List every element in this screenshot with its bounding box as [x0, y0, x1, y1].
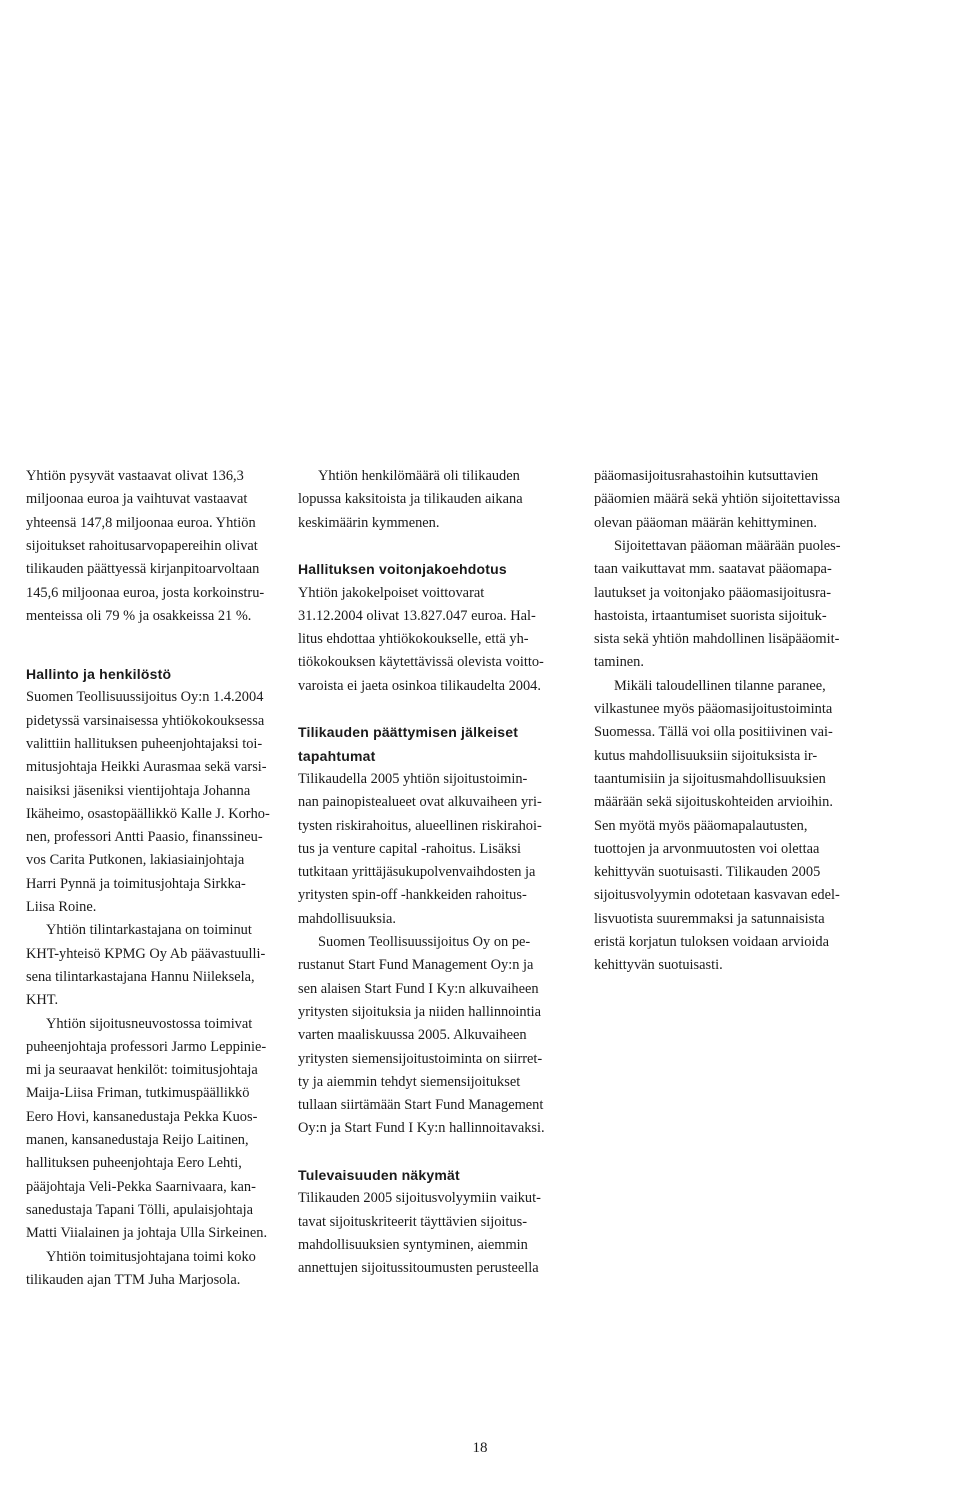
text-line: yhteensä 147,8 miljoonaa euroa. Yhtiön — [26, 514, 256, 531]
text-line: nan painopistealueet ovat alkuvaiheen yri- — [298, 794, 542, 811]
text-line: Tilikauden 2005 sijoitusvolyymiin vaikut- — [298, 1190, 541, 1207]
text-line: varten maaliskuussa 2005. Alkuvaiheen — [298, 1027, 527, 1044]
text-line: taminen. — [594, 654, 644, 671]
text-line: tavat sijoituskriteerit täyttävien sijoitus- — [298, 1213, 528, 1230]
text-line: sijoitukset rahoitusarvopapereihin olivat — [26, 537, 258, 554]
text-line: Maija-Liisa Friman, tutkimuspäällikkö — [26, 1085, 250, 1102]
text-line: Eero Hovi, kansanedustaja Pekka Kuos- — [26, 1108, 258, 1125]
text-line: Matti Viialainen ja johtaja Ulla Sirkeinen. — [26, 1225, 268, 1242]
text-line: pidetyssä varsinaisessa yhtiökokouksessa — [26, 712, 265, 729]
text-line: tiökokouksen käytettävissä olevista voitto- — [298, 654, 544, 671]
text-line: pääomasijoitusrahastoihin kutsuttavien — [594, 468, 819, 484]
text-line: mahdollisuuksien syntyminen, aiemmin — [298, 1236, 528, 1253]
text-line: valittiin hallituksen puheenjohtajaksi toi- — [26, 735, 263, 752]
text-line: kehittyvän suotuisasti. — [594, 957, 723, 974]
text-line: Sen myötä myös pääomapalautusten, — [594, 817, 808, 834]
text-line: puheenjohtaja professori Jarmo Leppinie- — [26, 1038, 267, 1055]
text-line: KHT-yhteisö KPMG Oy Ab päävastuulli- — [26, 945, 266, 962]
text-line: pääomien määrä sekä yhtiön sijoitettavissa — [594, 491, 841, 508]
text-line: Yhtiön tilintarkastajana on toiminut — [46, 922, 252, 939]
text-line: eristä korjatun tuloksen voidaan arvioida — [594, 934, 829, 950]
text-line: Sijoitettavan pääoman määrään puoles- — [614, 537, 841, 554]
text-line: Harri Pynnä ja toimitusjohtaja Sirkka- — [26, 875, 246, 892]
text-line: lisvuotista suuremmaksi ja satunnaisista — [594, 910, 825, 927]
text-line: sijoitusvolyymin odotetaan kasvavan edel- — [594, 887, 840, 904]
text-line: hallituksen puheenjohtaja Eero Lehti, — [26, 1155, 242, 1172]
text-line: Suomen Teollisuussijoitus Oy on pe- — [318, 934, 531, 950]
text-line: lautukset ja voitonjako pääomasijoitusra- — [594, 584, 831, 601]
text-line: Suomessa. Tällä voi olla positiivinen vai- — [594, 724, 833, 741]
text-line: hastoista, irtaantumiset suorista sijoituk- — [594, 607, 827, 624]
text-line: annettujen sijoitussitoumusten perusteella — [298, 1260, 539, 1277]
text-line: Yhtiön toimitusjohtajana toimi koko — [46, 1248, 256, 1265]
text-line: sen alaisen Start Fund I Ky:n alkuvaiheen — [298, 980, 539, 997]
text-line: tilikauden ajan TTM Juha Marjosola. — [26, 1271, 241, 1288]
text-line: Yhtiön henkilömäärä oli tilikauden — [318, 468, 520, 484]
text-line: yritysten sijoituksia ja niiden hallinnointia — [298, 1003, 542, 1020]
text-line: vos Carita Putkonen, lakiasiainjohtaja — [26, 852, 245, 869]
text-line: litus ehdottaa yhtiökokoukselle, että yh- — [298, 631, 529, 648]
text-line: ty ja aiemmin tehdyt siemensijoitukset — [298, 1073, 521, 1090]
text-line: Liisa Roine. — [26, 899, 97, 916]
text-line: mi ja seuraavat henkilöt: toimitusjohtaja — [26, 1062, 258, 1079]
section-heading: Hallinto ja henkilöstö — [26, 666, 172, 683]
text-line: Mikäli taloudellinen tilanne paranee, — [614, 677, 826, 694]
page-number: 18 — [472, 1440, 488, 1456]
text-line: Tilikaudella 2005 yhtiön sijoitustoimin- — [298, 770, 528, 787]
text-line: manen, kansanedustaja Reijo Laitinen, — [26, 1132, 249, 1149]
text-line: Ikäheimo, osastopäällikkö Kalle J. Korho- — [26, 805, 270, 822]
text-line: määrään sekä sijoituskohteiden arvioihin. — [594, 794, 833, 811]
text-line: 145,6 miljoonaa euroa, josta korkoinstru- — [26, 584, 265, 601]
text-line: tysten riskirahoitus, alueellinen riskirahoi- — [298, 817, 542, 834]
text-line: tuottojen ja arvonmuutosten voi olettaa — [594, 840, 820, 857]
text-line: sista sekä yhtiön mahdollinen lisäpääomit- — [594, 631, 840, 648]
section-heading: Tulevaisuuden näkymät — [298, 1167, 460, 1183]
text-line: Yhtiön pysyvät vastaavat olivat 136,3 — [26, 468, 244, 484]
text-line: 31.12.2004 olivat 13.827.047 euroa. Hal- — [298, 607, 536, 624]
text-line: KHT. — [26, 992, 59, 1009]
text-line: kutus mahdollisuuksiin sijoituksista ir- — [594, 747, 818, 764]
text-line: taan vaikuttavat mm. saatavat pääomapa- — [594, 561, 832, 578]
text-line: rustanut Start Fund Management Oy:n ja — [298, 957, 534, 974]
text-line: tilikauden päättyessä kirjanpitoarvoltaan — [26, 561, 260, 578]
text-line: tus ja venture capital -rahoitus. Lisäksi — [298, 840, 521, 857]
text-line: tullaan siirtämään Start Fund Management — [298, 1097, 544, 1114]
text-line: miljoonaa euroa ja vaihtuvat vastaavat — [26, 491, 248, 508]
text-line: pääjohtaja Veli-Pekka Saarnivaara, kan- — [26, 1178, 256, 1195]
text-line: mitusjohtaja Heikki Aurasmaa sekä varsi- — [26, 759, 267, 776]
text-line: Yhtiön jakokelpoiset voittovarat — [298, 584, 485, 601]
text-line: vilkastunee myös pääomasijoitustoiminta — [594, 701, 833, 717]
text-line: Yhtiön sijoitusneuvostossa toimivat — [46, 1015, 253, 1032]
text-line: menteissa oli 79 % ja osakkeissa 21 %. — [26, 607, 252, 624]
text-line: mahdollisuuksia. — [298, 910, 396, 927]
text-line: taantumisiin ja sijoitusmahdollisuuksien — [594, 770, 826, 787]
text-line: lopussa kaksitoista ja tilikauden aikana — [298, 491, 523, 508]
text-line: keskimäärin kymmenen. — [298, 514, 440, 531]
section-heading: Hallituksen voitonjakoehdotus — [298, 561, 507, 578]
text-line: kehittyvän suotuisasti. Tilikauden 2005 — [594, 864, 821, 881]
text-line: tutkitaan yrittäjäsukupolvenvaihdosten ja — [298, 864, 536, 881]
text-line: yritysten siemensijoitustoiminta on siirret- — [298, 1050, 543, 1067]
text-line: nen, professori Antti Paasio, finanssineu- — [26, 829, 263, 846]
text-line: naisiksi jäseniksi vientijohtaja Johanna — [26, 782, 251, 799]
text-line: sanedustaja Tapani Tölli, apulaisjohtaja — [26, 1201, 254, 1218]
text-line: olevan pääoman määrän kehittyminen. — [594, 514, 817, 531]
text-line: Suomen Teollisuussijoitus Oy:n 1.4.2004 — [26, 689, 264, 706]
text-line: Oy:n ja Start Fund I Ky:n hallinnoitavaksi. — [298, 1120, 545, 1137]
section-heading: Tilikauden päättymisen jälkeiset — [298, 724, 519, 741]
text-line: varoista ei jaeta osinkoa tilikaudelta 2004. — [298, 677, 541, 694]
text-line: yritysten spin-off -hankkeiden rahoitus- — [298, 887, 527, 904]
text-line: sena tilintarkastajana Hannu Niileksela, — [26, 968, 255, 985]
section-heading: tapahtumat — [298, 747, 376, 764]
